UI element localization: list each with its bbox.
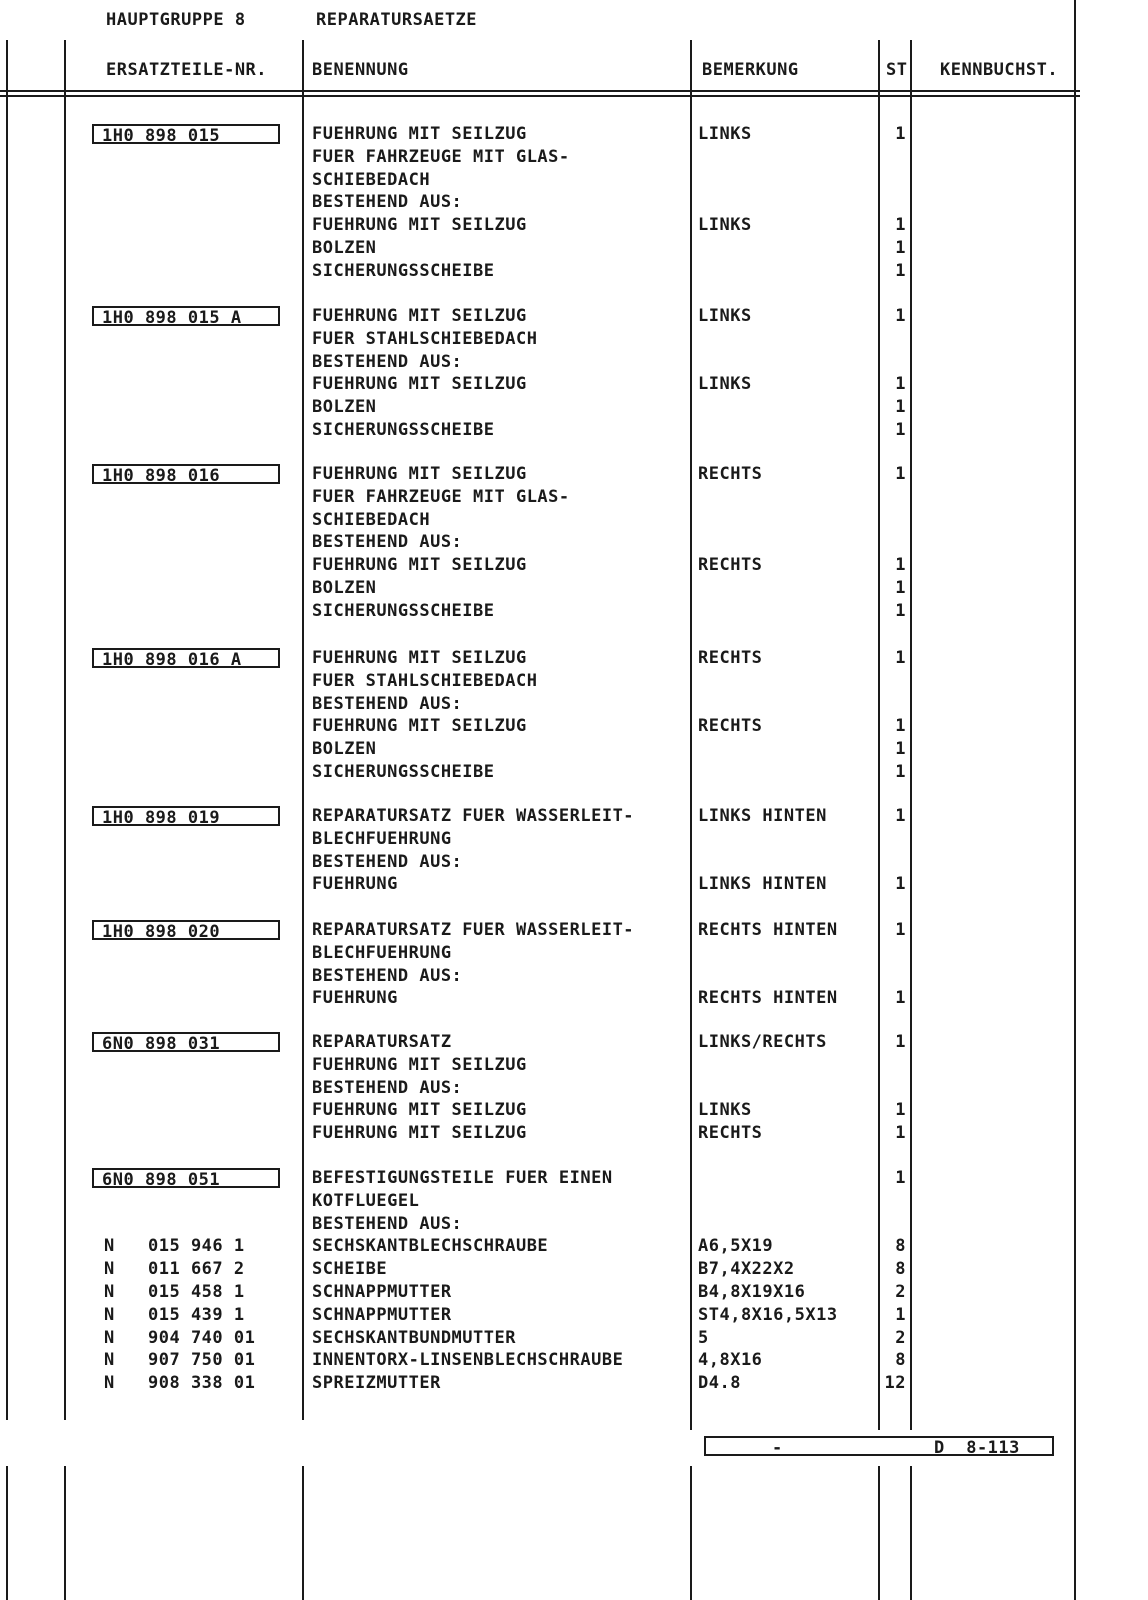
part-qty: 1 xyxy=(895,374,906,395)
col-head-part-no: ERSATZTEILE-NR. xyxy=(106,60,268,80)
page-title: REPARATURSAETZE xyxy=(316,10,478,30)
part-name: BLECHFUEHRUNG xyxy=(312,942,452,963)
part-qty: 1 xyxy=(895,648,906,668)
part-qty: 1 xyxy=(895,1168,906,1188)
sub-part-number: 015 946 1 xyxy=(148,1236,245,1257)
part-name: SECHSKANTBLECHSCHRAUBE xyxy=(312,1236,549,1257)
part-name: KOTFLUEGEL xyxy=(312,1190,420,1211)
part-qty: 1 xyxy=(895,600,906,621)
page-number: D 8-113 xyxy=(934,1438,1020,1458)
part-qty: 8 xyxy=(895,1236,906,1257)
part-remark: 4,8X16 xyxy=(698,1350,763,1371)
part-remark: LINKS HINTEN xyxy=(698,806,827,826)
part-prefix: N xyxy=(104,1282,115,1302)
part-name: BESTEHEND AUS: xyxy=(312,693,463,714)
part-name: BESTEHEND AUS: xyxy=(312,1213,463,1234)
part-remark: RECHTS xyxy=(698,464,763,484)
part-qty: 1 xyxy=(895,1100,906,1121)
col-head-code: KENNBUCHST. xyxy=(940,60,1059,80)
part-qty: 1 xyxy=(895,464,906,484)
part-name: FUER FAHRZEUGE MIT GLAS- xyxy=(312,486,570,507)
col-head-qty: ST xyxy=(886,60,908,80)
part-prefix: N xyxy=(104,1350,115,1371)
part-name: FUER STAHLSCHIEBEDACH xyxy=(312,670,538,691)
part-remark: LINKS xyxy=(698,215,752,236)
part-remark: RECHTS xyxy=(698,1123,763,1144)
part-remark: RECHTS xyxy=(698,716,763,737)
part-name: SECHSKANTBUNDMUTTER xyxy=(312,1327,516,1348)
part-prefix: N xyxy=(104,1304,115,1325)
footer-dash: - xyxy=(772,1438,783,1458)
part-qty: 1 xyxy=(895,762,906,782)
part-number-box: 1H0 898 019 xyxy=(92,806,280,826)
part-name: SICHERUNGSSCHEIBE xyxy=(312,420,495,440)
part-qty: 1 xyxy=(895,420,906,440)
part-qty: 1 xyxy=(895,578,906,598)
part-name: SCHNAPPMUTTER xyxy=(312,1282,452,1302)
part-remark: A6,5X19 xyxy=(698,1236,774,1257)
part-remark: RECHTS HINTEN xyxy=(698,920,838,940)
part-remark: RECHTS HINTEN xyxy=(698,988,838,1009)
part-remark: ST4,8X16,5X13 xyxy=(698,1304,838,1325)
part-name: BESTEHEND AUS: xyxy=(312,532,463,553)
part-name: SCHIEBEDACH xyxy=(312,509,431,530)
part-number-box: 1H0 898 015 xyxy=(92,124,280,144)
part-qty: 8 xyxy=(895,1350,906,1371)
part-number-box: 1H0 898 016 A xyxy=(92,648,280,668)
group-title: HAUPTGRUPPE 8 xyxy=(106,10,246,30)
sub-part-number: 015 439 1 xyxy=(148,1304,245,1325)
part-qty: 1 xyxy=(895,555,906,576)
part-name: SCHNAPPMUTTER xyxy=(312,1304,452,1325)
part-name: BESTEHEND AUS: xyxy=(312,965,463,986)
part-qty: 1 xyxy=(895,739,906,760)
sub-part-number: 904 740 01 xyxy=(148,1327,256,1348)
part-remark: RECHTS xyxy=(698,555,763,576)
part-qty: 1 xyxy=(895,806,906,826)
sub-part-number: 907 750 01 xyxy=(148,1350,256,1371)
part-prefix: N xyxy=(104,1327,115,1348)
part-qty: 1 xyxy=(895,716,906,737)
part-name: FUEHRUNG MIT SEILZUG xyxy=(312,1123,527,1144)
part-name: FUEHRUNG MIT SEILZUG xyxy=(312,464,527,484)
part-name: FUEHRUNG MIT SEILZUG xyxy=(312,374,527,395)
part-qty: 2 xyxy=(895,1282,906,1302)
part-name: SCHEIBE xyxy=(312,1259,388,1280)
part-name: BESTEHEND AUS: xyxy=(312,192,463,213)
part-qty: 8 xyxy=(895,1259,906,1280)
part-remark: LINKS xyxy=(698,1100,752,1121)
part-name: BLECHFUEHRUNG xyxy=(312,828,452,849)
part-qty: 1 xyxy=(895,397,906,418)
sub-part-number: 011 667 2 xyxy=(148,1259,245,1280)
part-name: SICHERUNGSSCHEIBE xyxy=(312,600,495,621)
part-remark: 5 xyxy=(698,1327,709,1348)
part-name: FUEHRUNG MIT SEILZUG xyxy=(312,1100,527,1121)
part-name: SPREIZMUTTER xyxy=(312,1373,441,1394)
part-name: FUEHRUNG MIT SEILZUG xyxy=(312,716,527,737)
part-number-box: 1H0 898 020 xyxy=(92,920,280,940)
part-remark: B4,8X19X16 xyxy=(698,1282,806,1302)
part-name: FUEHRUNG xyxy=(312,874,398,895)
part-name: BOLZEN xyxy=(312,397,377,418)
part-qty: 1 xyxy=(895,874,906,895)
part-remark: LINKS xyxy=(698,374,752,395)
part-name: BESTEHEND AUS: xyxy=(312,1077,463,1098)
part-prefix: N xyxy=(104,1259,115,1280)
part-qty: 1 xyxy=(895,306,906,326)
part-name: FUER STAHLSCHIEBEDACH xyxy=(312,328,538,349)
part-name: SICHERUNGSSCHEIBE xyxy=(312,260,495,281)
col-head-name: BENENNUNG xyxy=(312,60,409,80)
col-head-remark: BEMERKUNG xyxy=(702,60,799,80)
part-number-box: 6N0 898 051 xyxy=(92,1168,280,1188)
part-name: SICHERUNGSSCHEIBE xyxy=(312,762,495,782)
part-name: REPARATURSATZ FUER WASSERLEIT- xyxy=(312,920,635,940)
part-remark: LINKS/RECHTS xyxy=(698,1032,827,1052)
part-remark: LINKS xyxy=(698,306,752,326)
col-line-remark-lower xyxy=(690,1466,692,1600)
part-name: BEFESTIGUNGSTEILE FUER EINEN xyxy=(312,1168,613,1188)
part-remark: B7,4X22X2 xyxy=(698,1259,795,1280)
part-name: FUEHRUNG MIT SEILZUG xyxy=(312,648,527,668)
part-remark: LINKS HINTEN xyxy=(698,874,827,895)
part-qty: 1 xyxy=(895,260,906,281)
part-name: FUEHRUNG xyxy=(312,988,398,1009)
part-qty: 1 xyxy=(895,988,906,1009)
part-number-box: 1H0 898 015 A xyxy=(92,306,280,326)
col-line-code-lower xyxy=(910,1466,912,1600)
part-qty: 2 xyxy=(895,1327,906,1348)
part-qty: 1 xyxy=(895,1123,906,1144)
col-line-partno-lower xyxy=(64,1466,66,1600)
col-line-left-lower xyxy=(6,1466,8,1600)
part-name: BOLZEN xyxy=(312,578,377,598)
part-number-box: 6N0 898 031 xyxy=(92,1032,280,1052)
part-remark: D4.8 xyxy=(698,1373,741,1394)
part-name: BESTEHEND AUS: xyxy=(312,351,463,372)
part-name: BOLZEN xyxy=(312,739,377,760)
col-line-name-lower xyxy=(302,1466,304,1600)
part-prefix: N xyxy=(104,1373,115,1394)
page-footer-box xyxy=(704,1436,1054,1456)
part-name: BOLZEN xyxy=(312,238,377,258)
part-qty: 1 xyxy=(895,920,906,940)
part-remark: LINKS xyxy=(698,124,752,144)
sub-part-number: 015 458 1 xyxy=(148,1282,245,1302)
part-remark: RECHTS xyxy=(698,648,763,668)
part-qty: 12 xyxy=(884,1373,906,1394)
part-number-box: 1H0 898 016 xyxy=(92,464,280,484)
part-name: SCHIEBEDACH xyxy=(312,169,431,190)
col-line-qty-lower xyxy=(878,1466,880,1600)
part-qty: 1 xyxy=(895,124,906,144)
part-name: INNENTORX-LINSENBLECHSCHRAUBE xyxy=(312,1350,624,1371)
part-name: REPARATURSATZ FUER WASSERLEIT- xyxy=(312,806,635,826)
part-name: FUEHRUNG MIT SEILZUG xyxy=(312,215,527,236)
part-qty: 1 xyxy=(895,238,906,258)
part-name: FUEHRUNG MIT SEILZUG xyxy=(312,124,527,144)
part-name: FUEHRUNG MIT SEILZUG xyxy=(312,555,527,576)
part-qty: 1 xyxy=(895,1304,906,1325)
sub-part-number: 908 338 01 xyxy=(148,1373,256,1394)
part-name: FUEHRUNG MIT SEILZUG xyxy=(312,306,527,326)
part-qty: 1 xyxy=(895,1032,906,1052)
part-name: FUER FAHRZEUGE MIT GLAS- xyxy=(312,146,570,167)
part-name: FUEHRUNG MIT SEILZUG xyxy=(312,1054,527,1075)
part-name: BESTEHEND AUS: xyxy=(312,851,463,872)
part-prefix: N xyxy=(104,1236,115,1257)
part-name: REPARATURSATZ xyxy=(312,1032,452,1052)
part-qty: 1 xyxy=(895,215,906,236)
